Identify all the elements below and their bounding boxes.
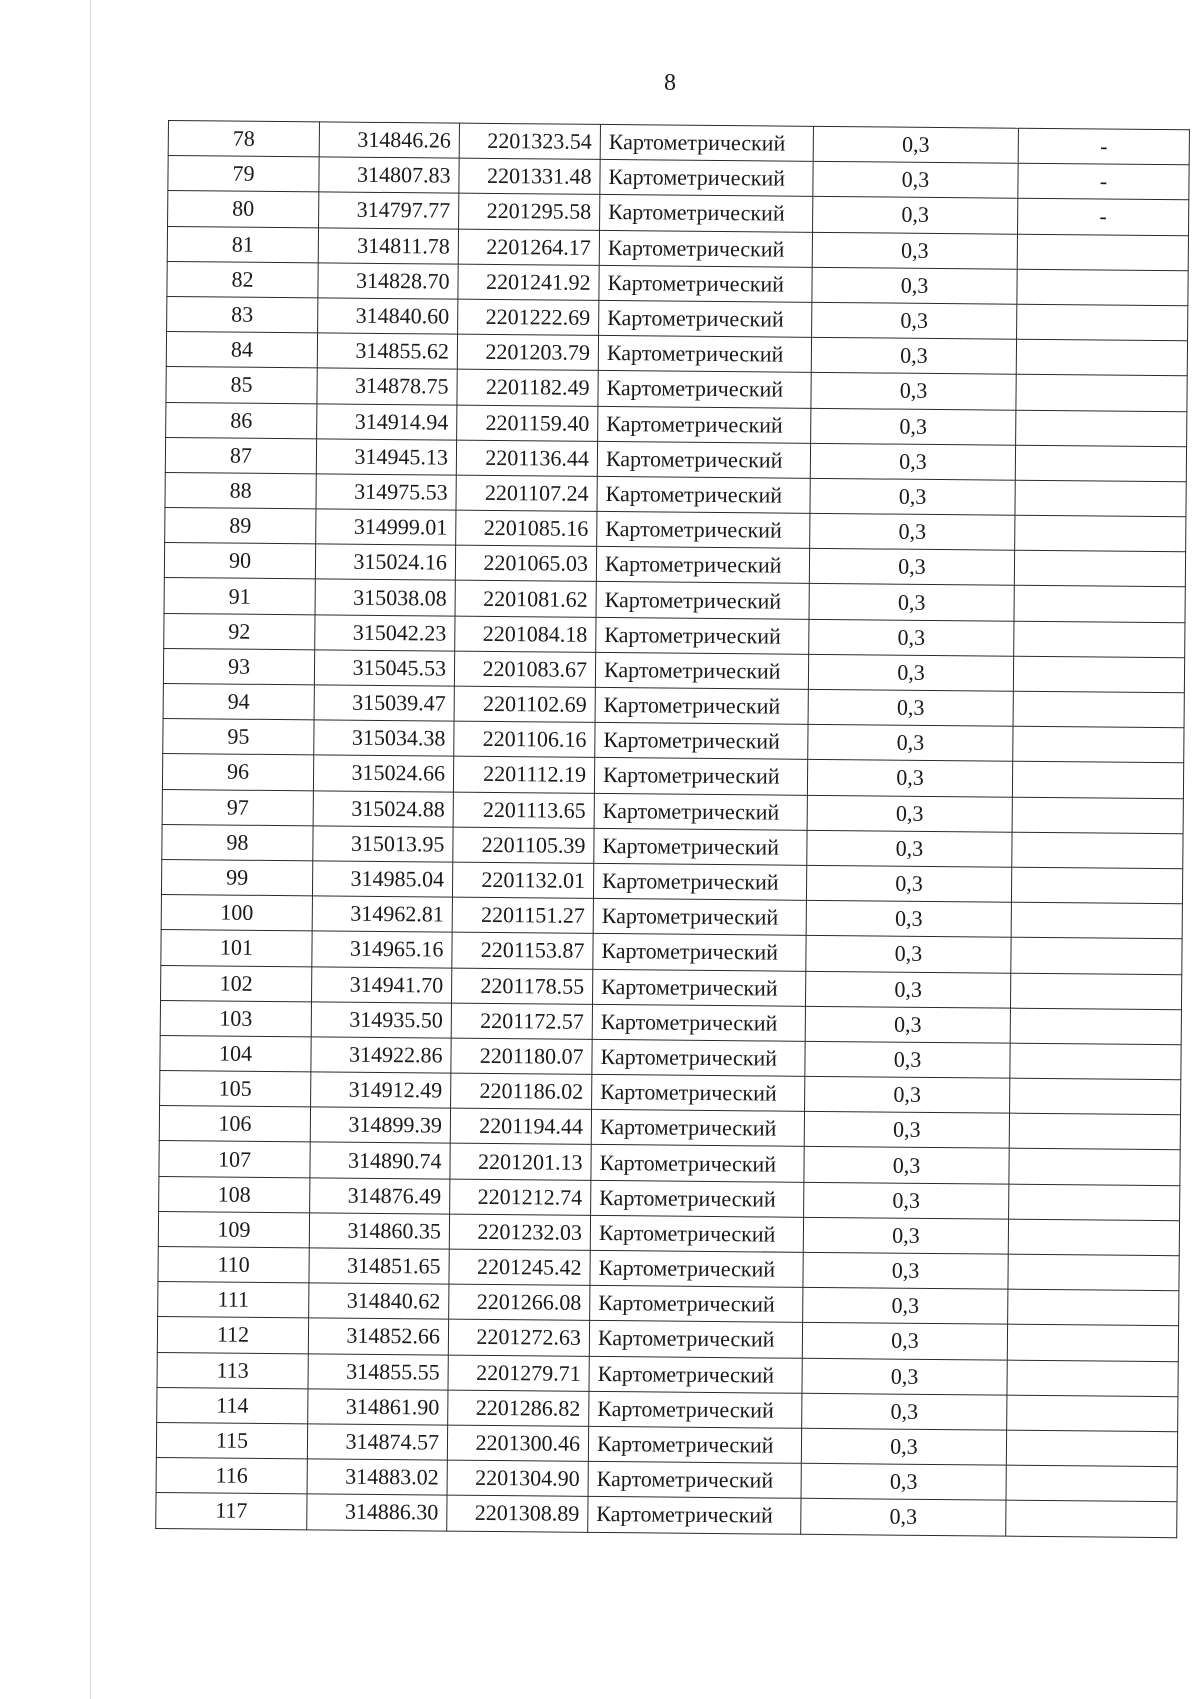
x-coordinate-cell: 314985.04 <box>312 861 452 897</box>
y-coordinate-cell: 2201286.82 <box>448 1390 589 1426</box>
point-number-cell: 95 <box>163 719 314 756</box>
accuracy-cell: 0,3 <box>806 865 1011 902</box>
x-coordinate-cell: 315024.66 <box>313 755 453 791</box>
extra-cell <box>1010 1078 1181 1115</box>
method-cell: Картометрический <box>590 1215 803 1252</box>
extra-cell <box>1013 656 1184 693</box>
extra-cell <box>1011 937 1182 974</box>
extra-cell <box>1009 1149 1180 1186</box>
x-coordinate-cell: 315024.88 <box>313 790 453 826</box>
extra-cell: - <box>1018 199 1189 236</box>
extra-cell <box>1017 304 1188 341</box>
y-coordinate-cell: 2201212.74 <box>450 1179 591 1215</box>
extra-cell <box>1008 1289 1179 1326</box>
point-number-cell: 106 <box>159 1106 310 1143</box>
extra-cell <box>1017 234 1188 271</box>
x-coordinate-cell: 314941.70 <box>312 966 452 1002</box>
y-coordinate-cell: 2201172.57 <box>451 1003 592 1039</box>
accuracy-cell: 0,3 <box>812 302 1017 339</box>
x-coordinate-cell: 314874.57 <box>307 1424 447 1460</box>
extra-cell <box>1009 1184 1180 1221</box>
x-coordinate-cell: 314890.74 <box>310 1142 450 1178</box>
method-cell: Картометрический <box>594 758 807 795</box>
method-cell: Картометрический <box>592 1004 805 1041</box>
x-coordinate-cell: 314846.26 <box>319 122 459 158</box>
extra-cell <box>1016 375 1187 412</box>
y-coordinate-cell: 2201323.54 <box>459 123 600 159</box>
scan-left-edge <box>90 0 91 1699</box>
extra-cell <box>1015 480 1186 517</box>
y-coordinate-cell: 2201102.69 <box>454 686 595 722</box>
point-number-cell: 113 <box>157 1352 308 1389</box>
coordinates-table <box>155 120 1190 1538</box>
y-coordinate-cell: 2201178.55 <box>451 968 592 1004</box>
accuracy-cell: 0,3 <box>811 337 1016 374</box>
extra-cell <box>1006 1465 1177 1502</box>
accuracy-cell: 0,3 <box>802 1323 1007 1360</box>
x-coordinate-cell: 314840.60 <box>318 298 458 334</box>
method-cell: Картометрический <box>595 723 808 760</box>
method-cell: Картометрический <box>599 230 812 267</box>
x-coordinate-cell: 314883.02 <box>307 1459 447 1495</box>
x-coordinate-cell: 315039.47 <box>314 685 454 721</box>
method-cell: Картометрический <box>594 828 807 865</box>
point-number-cell: 83 <box>167 296 318 333</box>
extra-cell <box>1014 550 1185 587</box>
y-coordinate-cell: 2201308.89 <box>447 1495 588 1531</box>
y-coordinate-cell: 2201201.13 <box>450 1144 591 1180</box>
page-number: 8 <box>664 70 676 96</box>
point-number-cell: 79 <box>168 156 319 193</box>
point-number-cell: 111 <box>158 1282 309 1319</box>
point-number-cell: 78 <box>168 121 319 158</box>
point-number-cell: 81 <box>167 226 318 263</box>
method-cell: Картометрический <box>591 1110 804 1147</box>
x-coordinate-cell: 314855.62 <box>317 333 457 369</box>
accuracy-cell: 0,3 <box>805 1076 1010 1113</box>
extra-cell <box>1014 621 1185 658</box>
extra-cell: - <box>1018 128 1189 165</box>
y-coordinate-cell: 2201203.79 <box>457 334 598 370</box>
extra-cell <box>1008 1254 1179 1291</box>
y-coordinate-cell: 2201107.24 <box>456 475 597 511</box>
accuracy-cell: 0,3 <box>808 725 1013 762</box>
y-coordinate-cell: 2201300.46 <box>447 1425 588 1461</box>
point-number-cell: 97 <box>162 789 313 826</box>
extra-cell <box>1013 726 1184 763</box>
x-coordinate-cell: 315024.16 <box>315 544 455 580</box>
accuracy-cell: 0,3 <box>807 830 1012 867</box>
y-coordinate-cell: 2201272.63 <box>448 1319 589 1355</box>
accuracy-cell: 0,3 <box>809 619 1014 656</box>
accuracy-cell: 0,3 <box>805 1006 1010 1043</box>
method-cell: Картометрический <box>590 1286 803 1323</box>
y-coordinate-cell: 2201112.19 <box>453 756 594 792</box>
point-number-cell: 108 <box>159 1176 310 1213</box>
method-cell: Картометрический <box>594 793 807 830</box>
point-number-cell: 88 <box>165 472 316 509</box>
y-coordinate-cell: 2201186.02 <box>451 1073 592 1109</box>
point-number-cell: 103 <box>160 1000 311 1037</box>
extra-cell <box>1009 1113 1180 1150</box>
method-cell: Картометрический <box>598 371 811 408</box>
extra-cell <box>1016 410 1187 447</box>
accuracy-cell: 0,3 <box>801 1499 1006 1536</box>
y-coordinate-cell: 2201241.92 <box>458 264 599 300</box>
point-number-cell: 80 <box>168 191 319 228</box>
method-cell: Картометрический <box>599 265 812 302</box>
point-number-cell: 101 <box>161 930 312 967</box>
accuracy-cell: 0,3 <box>806 936 1011 973</box>
method-cell: Картометрический <box>596 582 809 619</box>
method-cell: Картометрический <box>589 1356 802 1393</box>
accuracy-cell: 0,3 <box>805 1041 1010 1078</box>
y-coordinate-cell: 2201180.07 <box>451 1038 592 1074</box>
point-number-cell: 104 <box>160 1035 311 1072</box>
x-coordinate-cell: 314962.81 <box>312 896 452 932</box>
y-coordinate-cell: 2201106.16 <box>454 721 595 757</box>
extra-cell <box>1006 1500 1177 1537</box>
x-coordinate-cell: 315034.38 <box>314 720 454 756</box>
extra-cell <box>1010 1008 1181 1045</box>
y-coordinate-cell: 2201295.58 <box>459 194 600 230</box>
y-coordinate-cell: 2201182.49 <box>457 369 598 405</box>
y-coordinate-cell: 2201245.42 <box>449 1249 590 1285</box>
accuracy-cell: 0,3 <box>801 1463 1006 1500</box>
y-coordinate-cell: 2201136.44 <box>456 440 597 476</box>
extra-cell <box>1011 867 1182 904</box>
x-coordinate-cell: 314851.65 <box>309 1248 449 1284</box>
point-number-cell: 102 <box>161 965 312 1002</box>
y-coordinate-cell: 2201132.01 <box>452 862 593 898</box>
x-coordinate-cell: 314886.30 <box>307 1494 447 1530</box>
accuracy-cell: 0,3 <box>804 1182 1009 1219</box>
extra-cell <box>1012 832 1183 869</box>
accuracy-cell: 0,3 <box>810 478 1015 515</box>
method-cell: Картометрический <box>597 511 810 548</box>
x-coordinate-cell: 314878.75 <box>317 368 457 404</box>
accuracy-cell: 0,3 <box>813 162 1018 199</box>
y-coordinate-cell: 2201081.62 <box>455 581 596 617</box>
method-cell: Картометрический <box>593 863 806 900</box>
x-coordinate-cell: 314811.78 <box>318 227 458 263</box>
accuracy-cell: 0,3 <box>804 1147 1009 1184</box>
x-coordinate-cell: 314922.86 <box>311 1037 451 1073</box>
extra-cell <box>1012 797 1183 834</box>
x-coordinate-cell: 314945.13 <box>316 439 456 475</box>
method-cell: Картометрический <box>591 1145 804 1182</box>
method-cell: Картометрический <box>589 1391 802 1428</box>
accuracy-cell: 0,3 <box>807 760 1012 797</box>
point-number-cell: 86 <box>166 402 317 439</box>
point-number-cell: 87 <box>165 437 316 474</box>
method-cell: Картометрический <box>597 441 810 478</box>
point-number-cell: 89 <box>165 508 316 545</box>
accuracy-cell: 0,3 <box>811 408 1016 445</box>
accuracy-cell: 0,3 <box>808 654 1013 691</box>
point-number-cell: 96 <box>162 754 313 791</box>
accuracy-cell: 0,3 <box>811 373 1016 410</box>
method-cell: Картометрический <box>599 300 812 337</box>
x-coordinate-cell: 314999.01 <box>316 509 456 545</box>
x-coordinate-cell: 315045.53 <box>314 650 454 686</box>
y-coordinate-cell: 2201065.03 <box>455 545 596 581</box>
method-cell: Картометрический <box>596 547 809 584</box>
method-cell: Картометрический <box>588 1426 801 1463</box>
y-coordinate-cell: 2201083.67 <box>454 651 595 687</box>
x-coordinate-cell: 314828.70 <box>318 263 458 299</box>
extra-cell <box>1016 339 1187 376</box>
point-number-cell: 93 <box>163 648 314 685</box>
x-coordinate-cell: 314914.94 <box>317 403 457 439</box>
extra-cell <box>1010 973 1181 1010</box>
point-number-cell: 116 <box>156 1458 307 1495</box>
x-coordinate-cell: 314975.53 <box>316 474 456 510</box>
extra-cell <box>1007 1360 1178 1397</box>
y-coordinate-cell: 2201105.39 <box>453 827 594 863</box>
method-cell: Картометрический <box>592 1074 805 1111</box>
x-coordinate-cell: 314912.49 <box>311 1072 451 1108</box>
accuracy-cell: 0,3 <box>801 1428 1006 1465</box>
extra-cell <box>1007 1395 1178 1432</box>
extra-cell <box>1014 586 1185 623</box>
extra-cell <box>1007 1325 1178 1362</box>
extra-cell <box>1015 515 1186 552</box>
x-coordinate-cell: 314876.49 <box>310 1177 450 1213</box>
coordinates-table-body <box>156 121 1190 1538</box>
accuracy-cell: 0,3 <box>806 900 1011 937</box>
point-number-cell: 114 <box>157 1387 308 1424</box>
point-number-cell: 90 <box>164 543 315 580</box>
y-coordinate-cell: 2201279.71 <box>448 1355 589 1391</box>
point-number-cell: 92 <box>164 613 315 650</box>
method-cell: Картометрический <box>593 899 806 936</box>
accuracy-cell: 0,3 <box>813 197 1018 234</box>
accuracy-cell: 0,3 <box>802 1393 1007 1430</box>
accuracy-cell: 0,3 <box>807 795 1012 832</box>
y-coordinate-cell: 2201222.69 <box>458 299 599 335</box>
point-number-cell: 100 <box>161 895 312 932</box>
point-number-cell: 109 <box>158 1211 309 1248</box>
method-cell: Картометрический <box>600 124 813 161</box>
method-cell: Картометрический <box>598 406 811 443</box>
y-coordinate-cell: 2201153.87 <box>452 932 593 968</box>
method-cell: Картометрический <box>588 1497 801 1534</box>
point-number-cell: 105 <box>160 1071 311 1108</box>
y-coordinate-cell: 2201194.44 <box>450 1108 591 1144</box>
accuracy-cell: 0,3 <box>809 584 1014 621</box>
point-number-cell: 98 <box>162 824 313 861</box>
x-coordinate-cell: 314852.66 <box>308 1318 448 1354</box>
extra-cell <box>1008 1219 1179 1256</box>
method-cell: Картометрический <box>591 1180 804 1217</box>
accuracy-cell: 0,3 <box>810 513 1015 550</box>
method-cell: Картометрический <box>593 934 806 971</box>
accuracy-cell: 0,3 <box>804 1112 1009 1149</box>
accuracy-cell: 0,3 <box>805 971 1010 1008</box>
x-coordinate-cell: 315013.95 <box>313 826 453 862</box>
extra-cell <box>1006 1430 1177 1467</box>
method-cell: Картометрический <box>590 1250 803 1287</box>
point-number-cell: 115 <box>156 1422 307 1459</box>
x-coordinate-cell: 314797.77 <box>319 192 459 228</box>
method-cell: Картометрический <box>596 617 809 654</box>
accuracy-cell: 0,3 <box>803 1287 1008 1324</box>
method-cell: Картометрический <box>598 336 811 373</box>
x-coordinate-cell: 314965.16 <box>312 931 452 967</box>
point-number-cell: 84 <box>166 332 317 369</box>
point-number-cell: 112 <box>157 1317 308 1354</box>
point-number-cell: 94 <box>163 683 314 720</box>
point-number-cell: 110 <box>158 1246 309 1283</box>
extra-cell <box>1010 1043 1181 1080</box>
accuracy-cell: 0,3 <box>803 1217 1008 1254</box>
method-cell: Картометрический <box>595 652 808 689</box>
extra-cell <box>1011 902 1182 939</box>
x-coordinate-cell: 314855.55 <box>308 1353 448 1389</box>
method-cell: Картометрический <box>592 1039 805 1076</box>
extra-cell <box>1012 762 1183 799</box>
x-coordinate-cell: 315038.08 <box>315 579 455 615</box>
accuracy-cell: 0,3 <box>809 549 1014 586</box>
y-coordinate-cell: 2201266.08 <box>449 1284 590 1320</box>
y-coordinate-cell: 2201084.18 <box>455 616 596 652</box>
coordinates-table-wrapper <box>155 120 1153 1537</box>
y-coordinate-cell: 2201232.03 <box>449 1214 590 1250</box>
y-coordinate-cell: 2201151.27 <box>452 897 593 933</box>
y-coordinate-cell: 2201113.65 <box>453 792 594 828</box>
accuracy-cell: 0,3 <box>813 126 1018 163</box>
accuracy-cell: 0,3 <box>803 1252 1008 1289</box>
method-cell: Картометрический <box>600 160 813 197</box>
method-cell: Картометрический <box>595 687 808 724</box>
extra-cell <box>1015 445 1186 482</box>
x-coordinate-cell: 314935.50 <box>311 1002 451 1038</box>
y-coordinate-cell: 2201085.16 <box>456 510 597 546</box>
point-number-cell: 85 <box>166 367 317 404</box>
extra-cell <box>1017 269 1188 306</box>
accuracy-cell: 0,3 <box>810 443 1015 480</box>
method-cell: Картометрический <box>592 969 805 1006</box>
point-number-cell: 107 <box>159 1141 310 1178</box>
x-coordinate-cell: 314840.62 <box>309 1283 449 1319</box>
accuracy-cell: 0,3 <box>812 267 1017 304</box>
point-number-cell: 91 <box>164 578 315 615</box>
accuracy-cell: 0,3 <box>802 1358 1007 1395</box>
point-number-cell: 82 <box>167 261 318 298</box>
method-cell: Картометрический <box>600 195 813 232</box>
y-coordinate-cell: 2201159.40 <box>457 405 598 441</box>
point-number-cell: 99 <box>161 859 312 896</box>
x-coordinate-cell: 314807.83 <box>319 157 459 193</box>
x-coordinate-cell: 314861.90 <box>308 1389 448 1425</box>
accuracy-cell: 0,3 <box>808 689 1013 726</box>
method-cell: Картометрический <box>588 1461 801 1498</box>
y-coordinate-cell: 2201331.48 <box>459 158 600 194</box>
x-coordinate-cell: 314860.35 <box>309 1213 449 1249</box>
accuracy-cell: 0,3 <box>812 232 1017 269</box>
extra-cell: - <box>1018 163 1189 200</box>
y-coordinate-cell: 2201264.17 <box>458 229 599 265</box>
point-number-cell: 117 <box>156 1493 307 1530</box>
method-cell: Картометрический <box>597 476 810 513</box>
y-coordinate-cell: 2201304.90 <box>447 1460 588 1496</box>
extra-cell <box>1013 691 1184 728</box>
x-coordinate-cell: 314899.39 <box>310 1107 450 1143</box>
method-cell: Картометрический <box>589 1321 802 1358</box>
x-coordinate-cell: 315042.23 <box>315 614 455 650</box>
